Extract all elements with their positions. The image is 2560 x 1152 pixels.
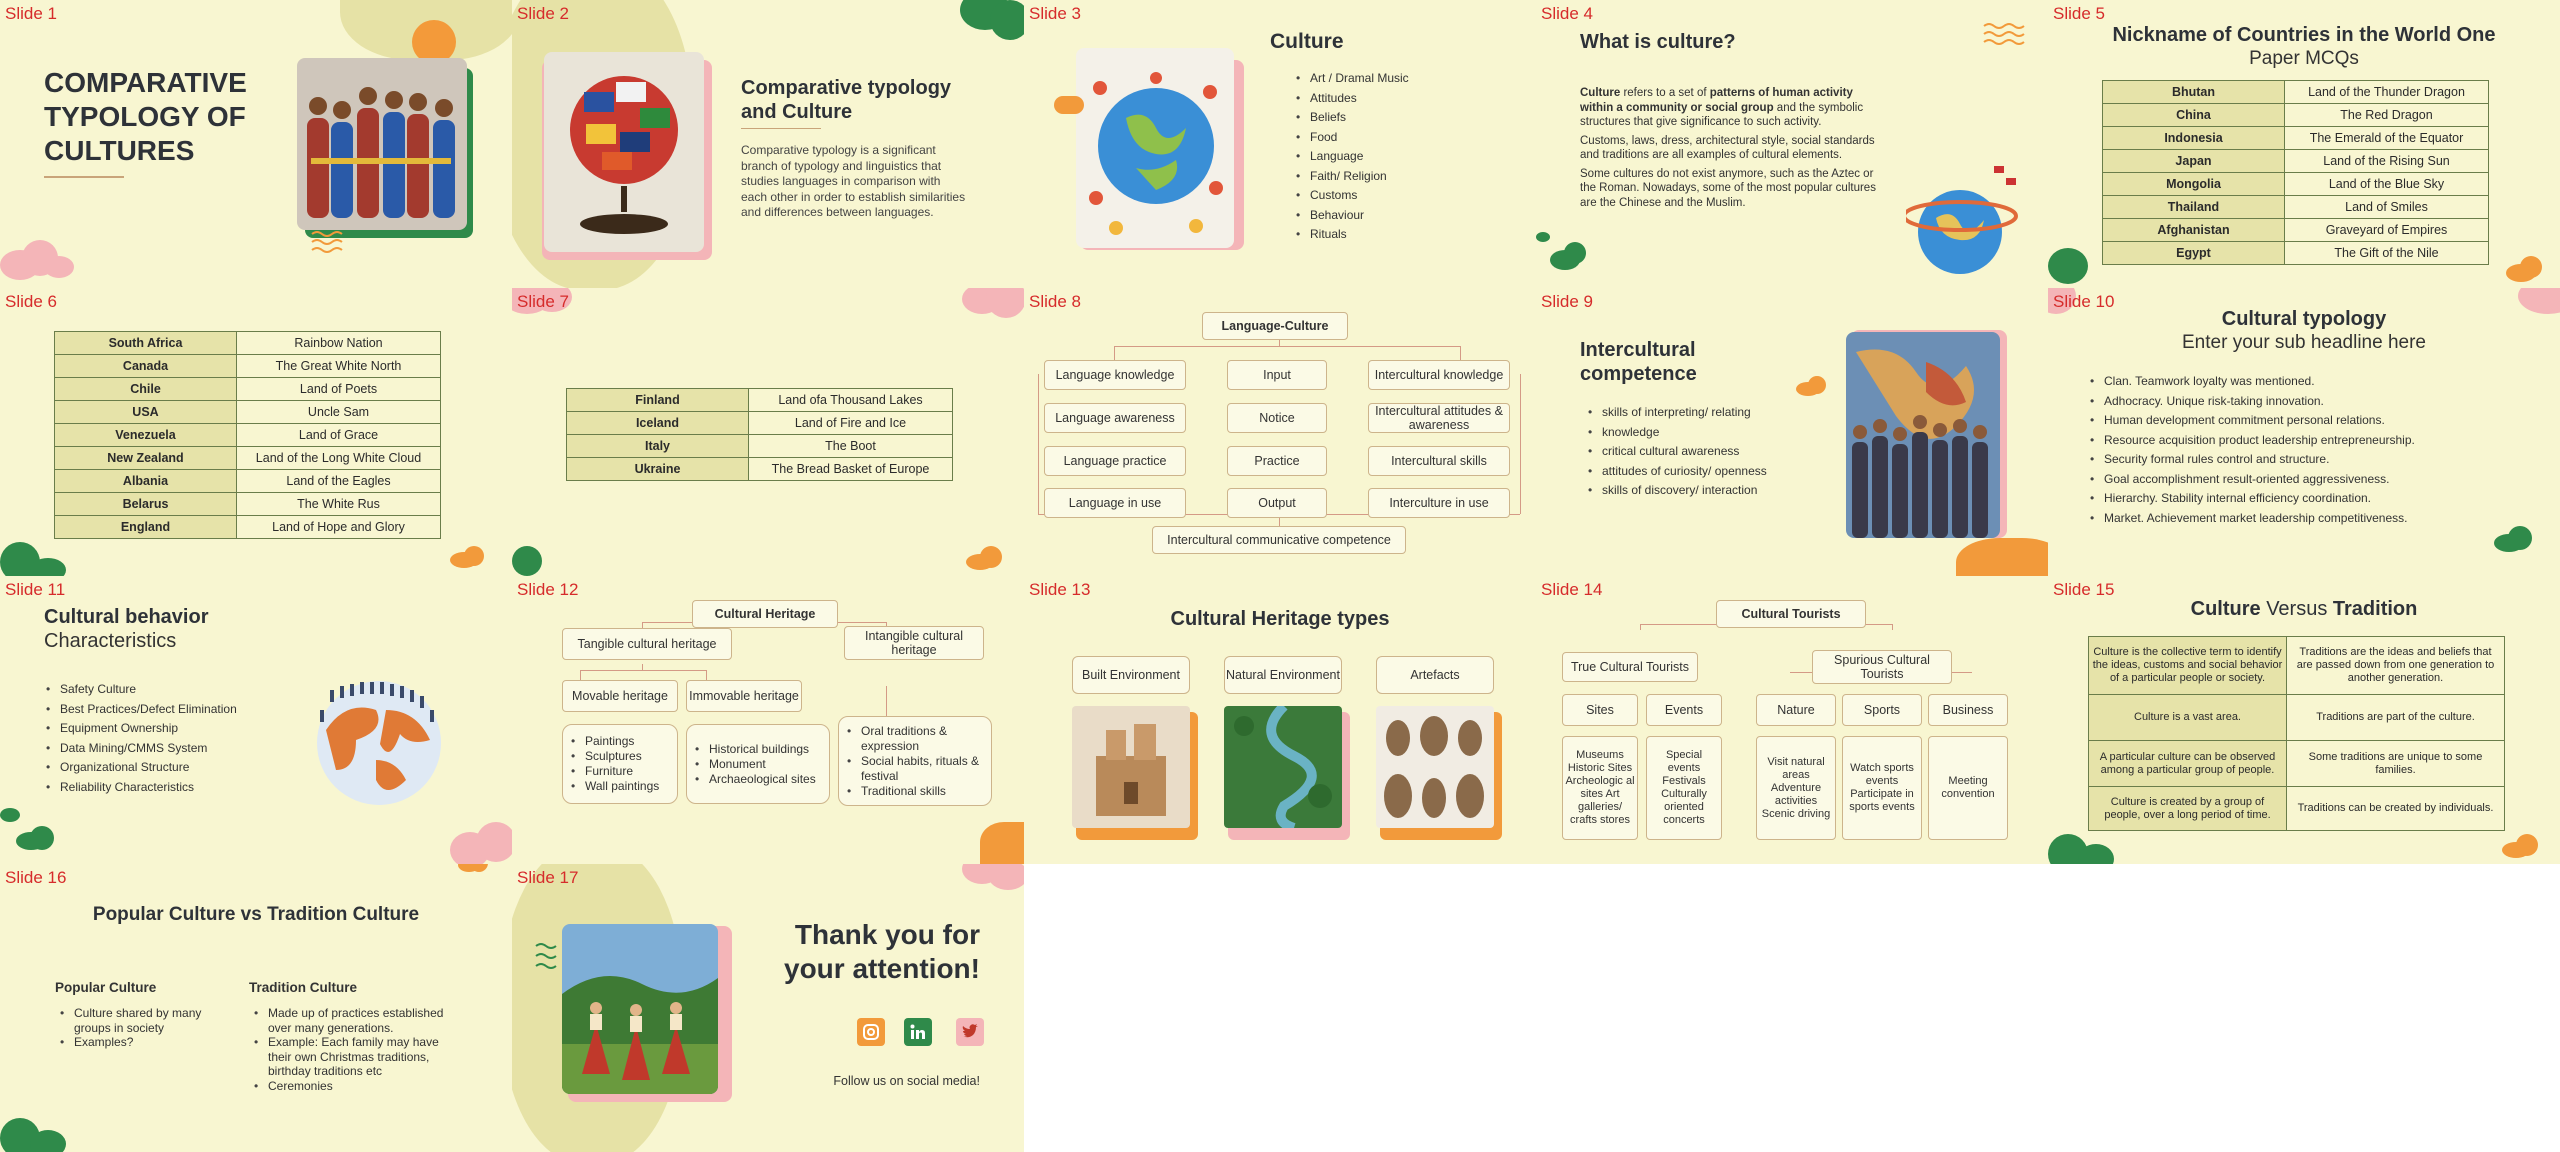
table-row: Mongolia Land of the Blue Sky [2103,173,2489,196]
list-item: • skills of interpreting/ relating [1586,403,1767,423]
heritage-type: Artefacts [1376,656,1494,694]
diagram-node: Language practice [1044,446,1186,476]
cloud-decor [1536,230,1596,270]
list-item: • attitudes of curiosity/ openness [1586,462,1767,482]
list-item: • Reliability Characteristics [44,778,237,798]
slide-9-title: Intercultural competence [1580,339,1697,385]
sand-castle-photo [1072,706,1190,828]
slide-6-thumbnail[interactable] [0,288,512,576]
slide-5-thumbnail[interactable] [2048,0,2560,288]
table-row: Thailand Land of Smiles [2103,196,2489,219]
table-row: Belarus The White Rus [55,493,441,516]
title-underline [44,176,124,178]
slide-number: Slide 6 [5,292,57,311]
heritage-type: Built Environment [1072,656,1190,694]
list-item: • Beliefs [1294,108,1409,128]
diagram-node: Sites [1562,694,1638,726]
list-item: • knowledge [1586,423,1767,443]
list-item: • Equipment Ownership [44,719,237,739]
popular-culture-heading: Popular Culture [55,980,157,995]
diagram-node: Movable heritage [562,680,678,712]
wave-decor [310,228,350,254]
slide-2-thumbnail[interactable] [512,0,1024,288]
list-item: • Art / Dramal Music [1294,69,1409,89]
list-item: • Rituals [1294,225,1409,245]
cloud-decor [1794,376,1840,396]
linkedin-icon[interactable] [904,1018,932,1046]
globe-with-people-photo [1906,158,2022,282]
tradition-culture-heading: Tradition Culture [249,980,357,995]
behavior-list [44,680,237,797]
list-item: • Customs [1294,186,1409,206]
slide-number: Slide 17 [517,868,579,887]
list-item: • Resource acquisition product leadership entrepreneurship. [2088,431,2415,451]
table-row: Ukraine The Bread Basket of Europe [567,458,953,481]
table-row: A particular culture can be observed among a particular group of people. Some traditions are unique to some families. [2089,741,2505,787]
list-item: • Organizational Structure [44,758,237,778]
competence-list [1586,403,1767,501]
slide-11-title: Cultural behavior [44,606,209,628]
diagram-node: Intercultural skills [1368,446,1510,476]
ancient-vases-photo [1376,706,1494,828]
globe-of-people-illustration [316,680,442,806]
slide-12-thumbnail[interactable] [512,576,1024,864]
slide-number: Slide 11 [5,580,66,599]
table-row: Chile Land of Poets [55,378,441,401]
list-item: • Goal accomplishment result-oriented aggressiveness. [2088,470,2415,490]
root-node: Cultural Tourists [1716,600,1866,628]
culture-list [1294,69,1409,245]
slide-number: Slide 3 [1029,4,1081,23]
slide-17-title: Thank you for your attention! [784,919,980,984]
slide-15-title: Culture Versus Tradition [2190,598,2418,620]
list-item: • Made up of practices established over many generations. [252,1006,462,1035]
table-row: Finland Land ofa Thousand Lakes [567,389,953,412]
slide-number: Slide 14 [1541,580,1603,599]
diagram-node: Immovable heritage [686,680,802,712]
slide-7-thumbnail[interactable] [512,288,1024,576]
slide-16-thumbnail[interactable] [0,864,512,1152]
tradition-culture-list [252,1006,462,1093]
list-item: • Ceremonies [252,1079,462,1094]
slide-10-subtitle: Enter your sub headline here [2182,332,2426,353]
slide-2-body: Comparative typology is a significant branch of typology and linguistics that studies languages in comparison with each other in order to establish similarities and differences between languages. [741,143,966,219]
diagram-node: True Cultural Tourists [1562,652,1698,682]
list-item: • Human development commitment personal relations. [2088,411,2415,431]
cloud-decor [452,864,502,878]
list-item: • Food [1294,128,1409,148]
slide-17-thumbnail[interactable] [512,864,1024,1152]
list-item: • Security formal rules control and structure. [2088,450,2415,470]
title-underline [741,128,821,129]
instagram-icon[interactable] [857,1018,885,1046]
diagram-node: Notice [1227,403,1327,433]
diagram-node: Watch sports events Participate in sports events [1842,736,1922,840]
slide-1-title: COMPARATIVE TYPOLOGY OF CULTURES [44,67,247,166]
table-row: Indonesia The Emerald of the Equator [2103,127,2489,150]
slide-2-title: Comparative typology and Culture [741,77,952,123]
slide-11-thumbnail[interactable] [0,576,512,864]
diagram-node: Visit natural areas Adventure activities Scenic driving [1756,736,1836,840]
slide-number: Slide 13 [1029,580,1091,599]
diagram-node: Spurious Cultural Tourists [1812,650,1952,684]
diagram-node: • Historical buildings • Monument • Archaeological sites [686,724,830,804]
wave-decor [1982,20,2028,48]
slide-number: Slide 16 [5,868,67,887]
slide-9-thumbnail[interactable] [1536,288,2048,576]
list-item: • Best Practices/Defect Elimination [44,700,237,720]
cloud-decor [964,546,1014,570]
cloud-decor [2048,824,2118,864]
table-row: Bhutan Land of the Thunder Dragon [2103,81,2489,104]
list-item: • Hierarchy. Stability internal efficiency coordination. [2088,489,2415,509]
list-item: • Examples? [58,1035,218,1050]
diagram-node: Intangible cultural heritage [844,626,984,660]
slide-10-thumbnail[interactable] [2048,288,2560,576]
twitter-icon[interactable] [956,1018,984,1046]
cloud-decor [0,808,70,864]
nickname-table [54,331,441,539]
list-item: • Example: Each family may have their own Christmas traditions, birthday traditions etc [252,1035,462,1079]
cloud-decor [0,1104,70,1152]
slide-number: Slide 2 [517,4,569,23]
root-node: Language-Culture [1202,312,1348,340]
table-row: Japan Land of the Rising Sun [2103,150,2489,173]
diagram-node: Output [1227,488,1327,518]
diagram-node: • Paintings • Sculptures • Furniture • Wall paintings [562,724,678,804]
slide-14-thumbnail[interactable] [1536,576,2048,864]
slide-number: Slide 15 [2053,580,2115,599]
folk-dancers-photo [562,924,718,1094]
list-item: • Faith/ Religion [1294,167,1409,187]
diagram-node: Museums Historic Sites Archeologic al sites Art galleries/ crafts stores [1562,736,1638,840]
diagram-node: Nature [1756,694,1836,726]
diagram-node: Intercultural knowledge [1368,360,1510,390]
slide-16-title: Popular Culture vs Tradition Culture [92,904,420,925]
list-item: • critical cultural awareness [1586,442,1767,462]
slide-4-body: Culture refers to a set of patterns of human activity within a community or social group and the symbolic structures that give significance to such activity. Customs, laws, dress, architectural style, social standards and traditions are all examples of cultural elements. Some cultures do not exist anymore, such as the Aztec or the Roman. Nowadays, some of the most popular cultures are the Chinese and the Muslim. [1580,87,1876,209]
cloud-decor [1054,96,1084,114]
slide-10-title: Cultural typology [2221,308,2387,330]
people-in-front-of-map-photo [1846,332,2000,538]
table-row: Culture is the collective term to identify the ideas, customs and social behavior of a particular people or society. Traditions are the ideas and beliefs that are passed down from one generation to another generation. [2089,637,2505,695]
typology-list [2088,372,2415,528]
table-row: Culture is a vast area. Traditions are part of the culture. [2089,695,2505,741]
slide-3-thumbnail[interactable] [1024,0,1536,288]
nickname-table [566,388,953,481]
slide-number: Slide 1 [5,4,57,23]
diagram-node: Language in use [1044,488,1186,518]
slide-5-subtitle: Paper MCQs [2249,48,2359,69]
table-row: England Land of Hope and Glory [55,516,441,539]
cloud-decor [952,288,1024,328]
table-row: South Africa Rainbow Nation [55,332,441,355]
slide-13-title: Cultural Heritage types [1170,608,1390,630]
slide-8-thumbnail[interactable] [1024,288,1536,576]
cloud-decor [2048,240,2108,280]
culture-vs-tradition-table [2088,636,2505,831]
cloud-decor [950,0,1024,40]
cloud-decor [448,546,498,568]
cloud-decor [440,822,512,864]
diagram-node: Practice [1227,446,1327,476]
list-item: • Adhocracy. Unique risk-taking innovation. [2088,392,2415,412]
slide-number: Slide 12 [517,580,579,599]
list-item: • skills of discovery/ interaction [1586,481,1767,501]
slide-number: Slide 8 [1029,292,1081,311]
list-item: • Behaviour [1294,206,1409,226]
table-row: Iceland Land of Fire and Ice [567,412,953,435]
decor-blob [980,822,1024,864]
wave-decor [534,940,564,976]
diagram-node: Language knowledge [1044,360,1186,390]
slide-number: Slide 7 [517,292,569,311]
follow-us-text: Follow us on social media! [833,1074,980,1088]
diagram-node: Intercultural attitudes & awareness [1368,403,1510,433]
cloud-decor [512,528,562,576]
slide-15-thumbnail[interactable] [2048,576,2560,864]
cloud-decor [952,864,1024,894]
cloud-decor [0,528,70,576]
diagram-node: Business [1928,694,2008,726]
people-in-costumes-photo [297,58,467,230]
decor-blob [1956,538,2048,576]
cloud-decor [2490,524,2550,554]
list-item: • Safety Culture [44,680,237,700]
nickname-table [2102,80,2489,265]
list-item: • Market. Achievement market leadership competitiveness. [2088,509,2415,529]
list-item: • Data Mining/CMMS System [44,739,237,759]
slide-4-thumbnail[interactable] [1536,0,2048,288]
table-row: Canada The Great White North [55,355,441,378]
diagram-node: Events [1646,694,1722,726]
slide-number: Slide 5 [2053,4,2105,23]
list-item: • Attitudes [1294,89,1409,109]
table-row: Italy The Boot [567,435,953,458]
heritage-type: Natural Environment [1224,656,1342,694]
root-node: Cultural Heritage [692,600,838,628]
slide-number: Slide 4 [1541,4,1593,23]
diagram-node: Intercultural communicative competence [1152,526,1406,554]
diagram-node: Sports [1842,694,1922,726]
cloud-decor [2488,288,2560,318]
cloud-decor [2500,834,2550,858]
diagram-node: Interculture in use [1368,488,1510,518]
table-row: Egypt The Gift of the Nile [2103,242,2489,265]
table-row: Albania Land of the Eagles [55,470,441,493]
diagram-node: • Oral traditions & expression • Social habits, rituals & festival • Traditional skills [838,716,992,806]
slide-1-thumbnail[interactable] [0,0,512,288]
table-row: Culture is created by a group of people, over a long period of time. Traditions can be created by individuals. [2089,787,2505,831]
slide-number: Slide 9 [1541,292,1593,311]
globe-with-people-photo [1076,48,1234,248]
river-landscape-photo [1224,706,1342,828]
slide-3-title: Culture [1270,30,1344,53]
list-item: • Clan. Teamwork loyalty was mentioned. [2088,372,2415,392]
cloud-decor [0,240,80,280]
table-row: New Zealand Land of the Long White Cloud [55,447,441,470]
table-row: Venezuela Land of Grace [55,424,441,447]
slide-4-title: What is culture? [1580,31,1736,53]
table-row: China The Red Dragon [2103,104,2489,127]
diagram-node: Input [1227,360,1327,390]
diagram-node: Tangible cultural heritage [562,628,732,660]
slide-13-thumbnail[interactable] [1024,576,1536,864]
table-row: Afghanistan Graveyard of Empires [2103,219,2489,242]
diagram-node: Language awareness [1044,403,1186,433]
list-item: • Culture shared by many groups in society [58,1006,218,1035]
slide-5-title: Nickname of Countries in the World One [2112,24,2496,46]
list-item: • Language [1294,147,1409,167]
slide-11-subtitle: Characteristics [44,630,177,652]
cloud-decor [2500,254,2560,284]
popular-culture-list [58,1006,218,1050]
slide-number: Slide 10 [2053,292,2115,311]
diagram-node: Special events Festivals Culturally oriented concerts [1646,736,1722,840]
diagram-node: Meeting convention [1928,736,2008,840]
globe-of-flags-photo [544,52,704,252]
table-row: USA Uncle Sam [55,401,441,424]
